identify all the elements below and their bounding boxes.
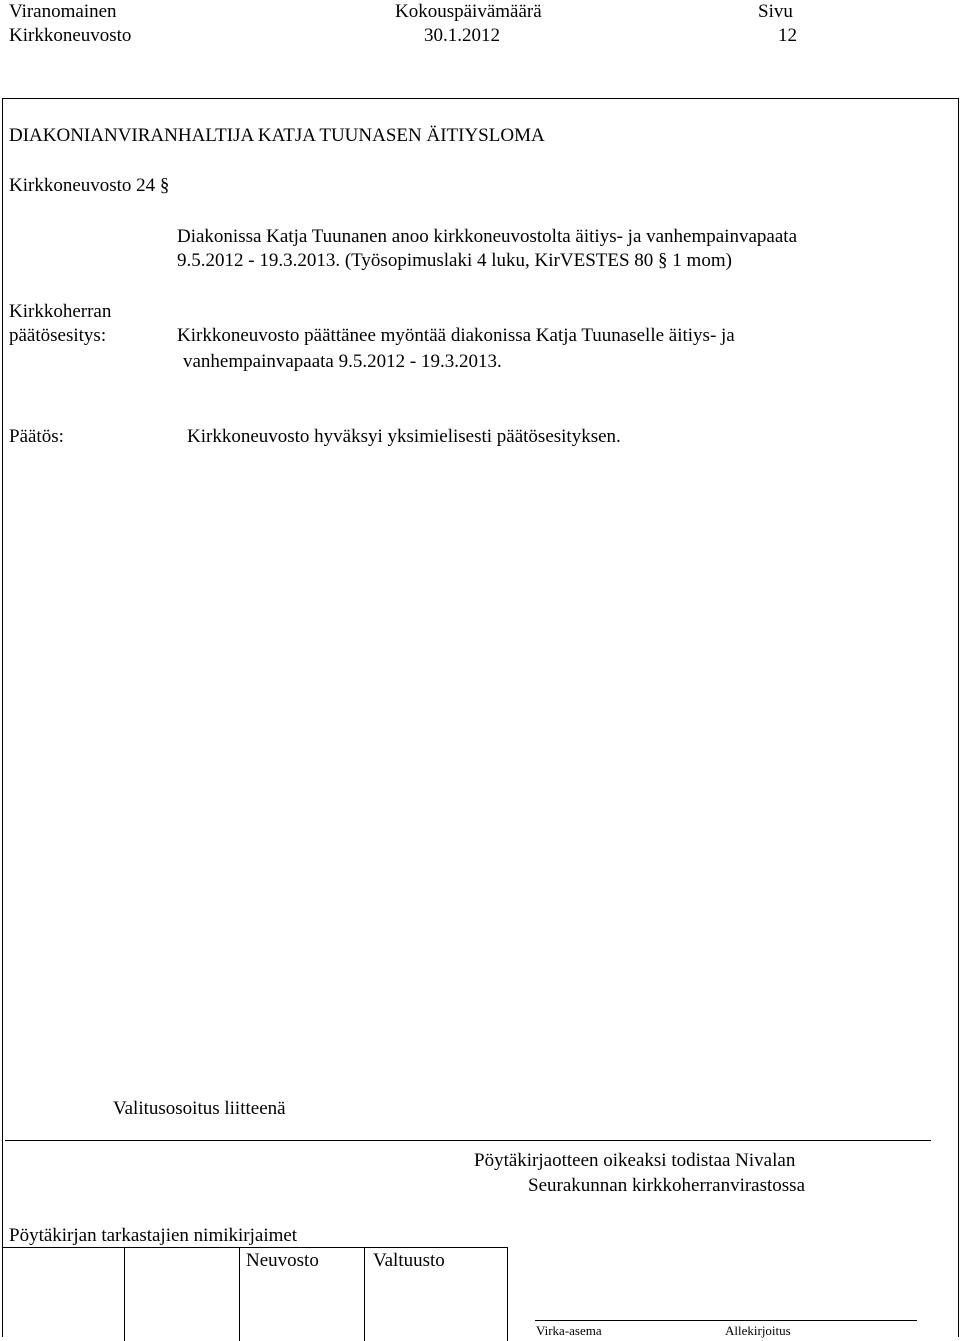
column-assembly: Valtuusto (373, 1250, 445, 1271)
signature-line (535, 1320, 917, 1321)
intro-text-line-1: Diakonissa Katja Tuunanen anoo kirkkoneuvostolta äitiys- ja vanhempainvapaata (177, 226, 797, 247)
appeal-note: Valitusosoitus liitteenä (113, 1098, 286, 1119)
proposal-label-line-1: Kirkkoherran (9, 301, 112, 322)
decision-text: Kirkkoneuvosto hyväksyi yksimielisesti päätösesityksen. (187, 426, 621, 447)
initials-col-divider (364, 1247, 365, 1341)
meeting-date-label: Kokouspäivämäärä (395, 1, 542, 22)
document-title: DIAKONIANVIRANHALTIJA KATJA TUUNASEN ÄITIYSLOMA (9, 125, 545, 146)
initials-col-divider (507, 1247, 508, 1341)
position-label: Virka-asema (536, 1323, 602, 1338)
certification-line-1: Pöytäkirjaotteen oikeaksi todistaa Nivalan (474, 1150, 796, 1171)
footer-divider (5, 1140, 931, 1141)
initials-col-divider (239, 1247, 240, 1341)
proposal-text-line-1: Kirkkoneuvosto päättänee myöntää diakonissa Katja Tuunaselle äitiys- ja (177, 325, 735, 346)
signature-label: Allekirjoitus (725, 1323, 791, 1338)
certification-line-2: Seurakunnan kirkkoherranvirastossa (528, 1175, 806, 1196)
authority-value: Kirkkoneuvosto (9, 25, 132, 46)
proposal-label-line-2: päätösesitys: (9, 325, 107, 346)
meeting-date-value: 30.1.2012 (424, 25, 500, 46)
intro-text-line-2: 9.5.2012 - 19.3.2013. (Työsopimuslaki 4 luku, KirVESTES 80 § 1 mom) (177, 250, 732, 271)
initials-table-top (2, 1247, 507, 1248)
page-number: 12 (778, 25, 797, 46)
initials-col-divider (124, 1247, 125, 1341)
decision-label: Päätös: (9, 426, 64, 447)
initials-title: Pöytäkirjan tarkastajien nimikirjaimet (9, 1225, 298, 1246)
page-label: Sivu (758, 1, 793, 22)
section-heading: Kirkkoneuvosto 24 § (9, 175, 170, 196)
proposal-text-line-2: vanhempainvapaata 9.5.2012 - 19.3.2013. (183, 351, 502, 372)
column-council: Neuvosto (246, 1250, 319, 1271)
authority-label: Viranomainen (9, 1, 117, 22)
